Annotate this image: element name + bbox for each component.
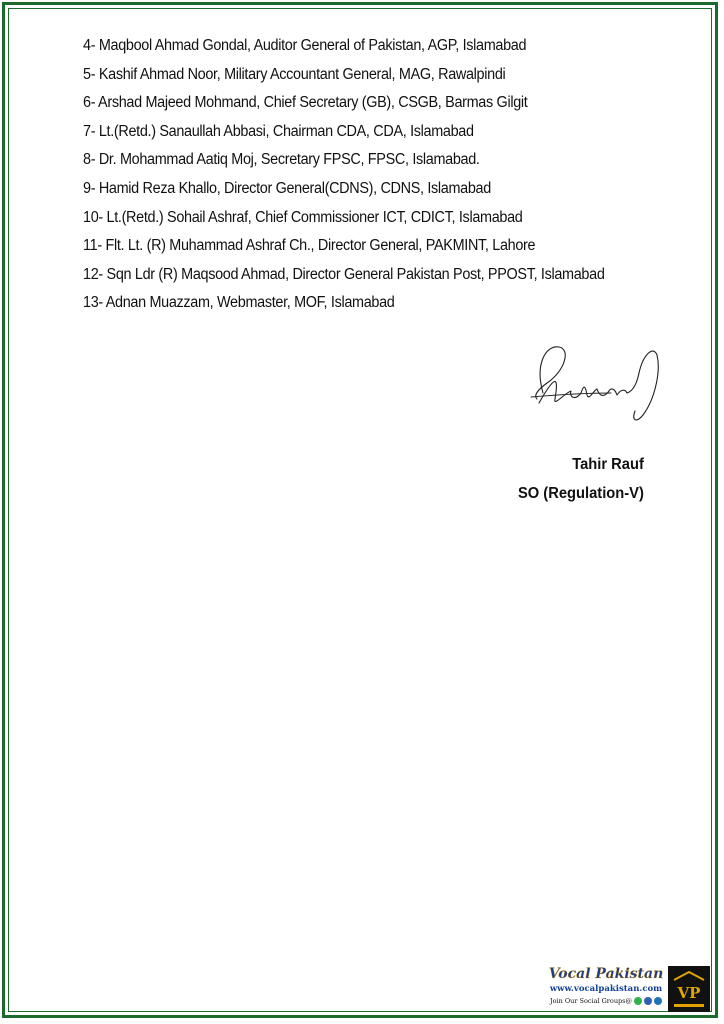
list-item: 8- Dr. Mohammad Aatiq Moj, Secretary FPSC, FPSC, Islamabad. xyxy=(83,151,480,169)
vocal-pakistan-watermark[interactable] xyxy=(546,966,710,1014)
recipient-list xyxy=(83,32,605,318)
signatory-designation: SO (Regulation-V) xyxy=(518,485,644,502)
facebook-icon[interactable] xyxy=(644,997,652,1005)
watermark-title: Vocal Pakistan xyxy=(548,966,664,982)
list-item: 12- Sqn Ldr (R) Maqsood Ahmad, Director General Pakistan Post, PPOST, Islamabad xyxy=(83,265,605,283)
list-item: 5- Kashif Ahmad Noor, Military Accountant General, MAG, Rawalpindi xyxy=(83,65,506,83)
list-item: 10- Lt.(Retd.) Sohail Ashraf, Chief Commissioner ICT, CDICT, Islamabad xyxy=(83,208,523,226)
list-item: 7- Lt.(Retd.) Sanaullah Abbasi, Chairman CDA, CDA, Islamabad xyxy=(83,122,474,140)
watermark-join-text: Join Our Social Groups@ xyxy=(549,997,633,1005)
list-item: 11- Flt. Lt. (R) Muhammad Ashraf Ch., Director General, PAKMINT, Lahore xyxy=(83,237,536,255)
list-item: 4- Maqbool Ahmad Gondal, Auditor General of Pakistan, AGP, Islamabad xyxy=(83,37,527,54)
list-item: 9- Hamid Reza Khallo, Director General(CDNS), CDNS, Islamabad xyxy=(83,179,491,197)
signatory-name: Tahir Rauf xyxy=(572,456,644,473)
watermark-social-row xyxy=(546,995,666,1007)
logo-letters: VP xyxy=(677,984,701,1002)
list-item: 13- Adnan Muazzam, Webmaster, MOF, Islamabad xyxy=(83,294,395,312)
list-item: 6- Arshad Majeed Mohmand, Chief Secretary (GB), CSGB, Barmas Gilgit xyxy=(83,94,528,112)
handwritten-signature xyxy=(525,335,665,425)
vocal-pakistan-logo xyxy=(668,966,710,1012)
signatory-block xyxy=(518,450,644,508)
watermark-url[interactable]: www.vocalpakistan.com xyxy=(549,984,663,994)
whatsapp-icon[interactable] xyxy=(634,997,642,1005)
linkedin-icon[interactable] xyxy=(654,997,662,1005)
